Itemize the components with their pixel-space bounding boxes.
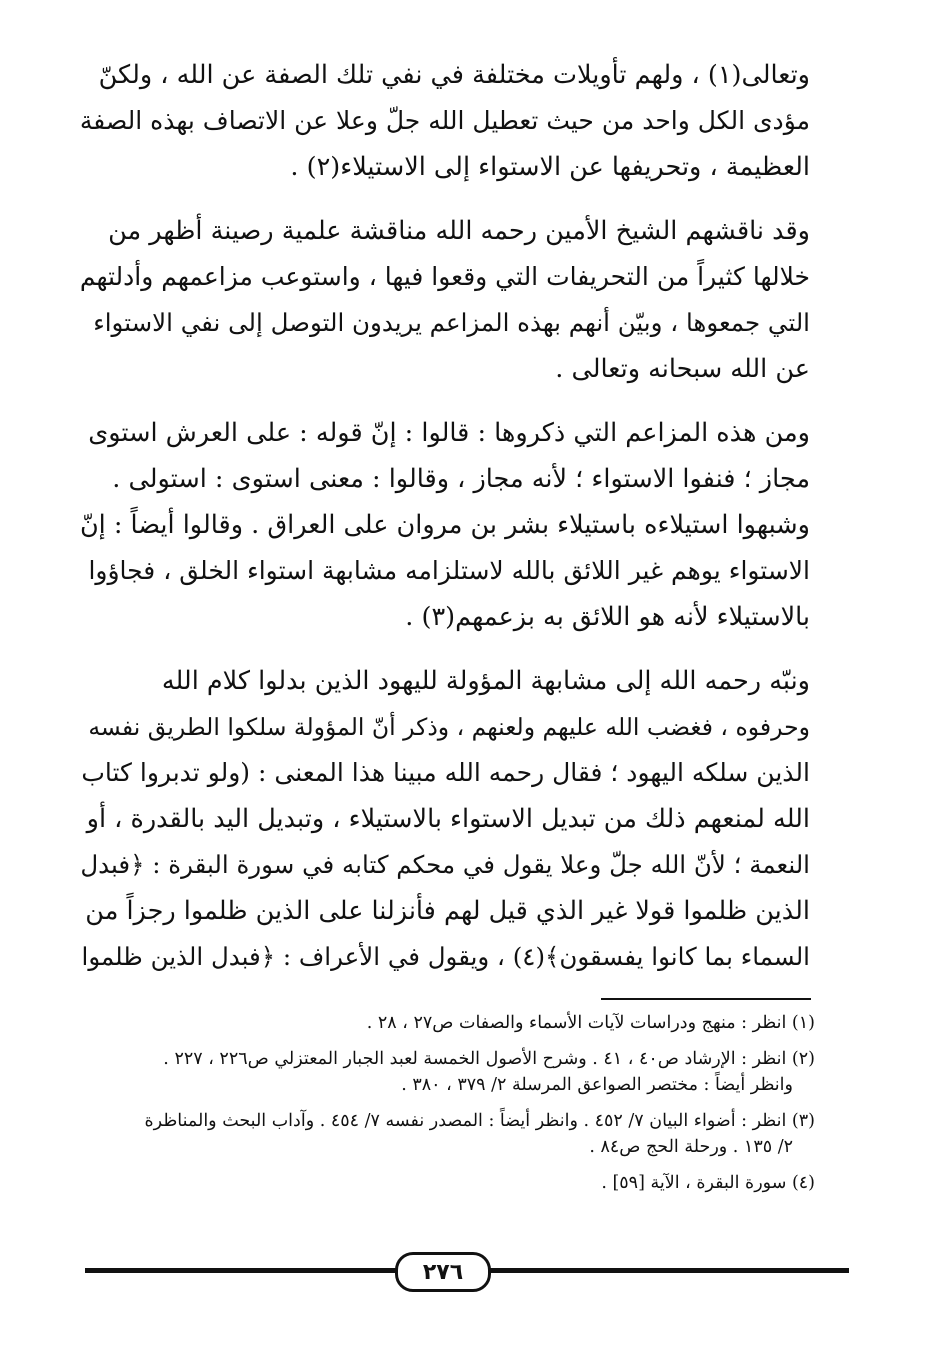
footnote-2 [80, 1046, 815, 1098]
text-line: وقد ناقشهم الشيخ الأمين رحمه الله مناقشة علمية رصينة أظهر من [108, 216, 810, 246]
text-line: ونبّه رحمه الله إلى مشابهة المؤولة لليهود الذين بدلوا كلام الله [161, 666, 810, 696]
page-number: ٢٧٦ [395, 1252, 491, 1292]
footnote-separator [601, 998, 811, 1000]
text-line: الاستواء يوهم غير اللائق بالله لاستلزامه مشابهة استواء الخلق ، فجاؤوا [88, 556, 810, 585]
text-line: بالاستيلاء لأنه هو اللائق به بزعمهم(٣) . [405, 602, 810, 632]
text-line: الذين ظلموا قولا غير الذي قيل لهم فأنزلنا على الذين ظلموا رجزاً من [85, 896, 810, 926]
text-line: مؤدى الكل واحد من حيث تعطيل الله جلّ وعلا عن الاتصاف بهذه الصفة [79, 106, 810, 135]
text-line: الله لمنعهم ذلك من تبديل الاستواء بالاستيلاء ، وتبديل اليد بالقدرة ، أو [86, 804, 810, 834]
footnote-line: وانظر أيضاً : مختصر الصواعق المرسلة ٢/ ٣٧٩ ، ٣٨٠ . [401, 1075, 793, 1095]
text-line: مجاز ؛ فنفوا الاستواء ؛ لأنه مجاز ، وقالوا : معنى استوى : استولى . [112, 464, 810, 494]
paragraph-3 [80, 410, 810, 640]
footnote-line: (٤) سورة البقرة ، الآية [٥٩] . [601, 1173, 815, 1193]
text-line: خلالها كثيراً من التحريفات التي وقعوا فيها ، واستوعب مزاعمهم وأدلتهم [79, 262, 810, 291]
footnote-line: (١) انظر : منهج ودراسات لآيات الأسماء والصفات ص٢٧ ، ٢٨ . [366, 1013, 815, 1033]
paragraph-4 [80, 658, 810, 980]
text-line: التي جمعوها ، وبيّن أنهم بهذه المزاعم يريدون التوصل إلى نفي الاستواء [93, 308, 810, 337]
footnote-line: (٣) انظر : أضواء البيان ٧/ ٤٥٢ . وانظر أيضاً : المصدر نفسه ٧/ ٤٥٤ . وآداب البحث والمناظرة [144, 1111, 815, 1131]
footnote-1 [80, 1010, 815, 1036]
text-line: السماء بما كانوا يفسقون﴾(٤) ، ويقول في الأعراف : ﴿فبدل الذين ظلموا [81, 942, 810, 971]
footnotes [80, 1010, 815, 1206]
text-line: وحرفوه ، فغضب الله عليهم ولعنهم ، وذكر أنّ المؤولة سلكوا الطريق نفسه [88, 713, 810, 741]
text-line: النعمة ؛ لأنّ الله جلّ وعلا يقول في محكم كتابه في سورة البقرة : ﴿فبدل [80, 850, 810, 879]
text-line: عن الله سبحانه وتعالى . [555, 354, 810, 384]
text-line: وتعالى(١) ، ولهم تأويلات مختلفة في نفي تلك الصفة عن الله ، ولكنّ [98, 60, 810, 90]
footnote-line: ٢/ ١٣٥ . ورحلة الحج ص٨٤ . [589, 1137, 793, 1157]
text-line: وشبهوا استيلاءه باستيلاء بشر بن مروان على العراق . وقالوا أيضاً : إنّ [79, 510, 810, 540]
footnote-line: (٢) انظر : الإرشاد ص٤٠ ، ٤١ . وشرح الأصول الخمسة لعبد الجبار المعتزلي ص٢٢٦ ، ٢٢٧ . [163, 1049, 815, 1069]
text-line: ومن هذه المزاعم التي ذكروها : قالوا : إنّ قوله : على العرش استوى [88, 418, 810, 448]
footnote-3 [80, 1108, 815, 1160]
paragraph-1 [80, 52, 810, 190]
text-line: الذين سلكه اليهود ؛ فقال رحمه الله مبينا هذا المعنى : (ولو تدبروا كتاب [81, 758, 810, 787]
main-text [80, 52, 810, 998]
paragraph-2 [80, 208, 810, 392]
text-line: العظيمة ، وتحريفها عن الاستواء إلى الاستيلاء(٢) . [290, 152, 810, 182]
footnote-4 [80, 1170, 815, 1196]
